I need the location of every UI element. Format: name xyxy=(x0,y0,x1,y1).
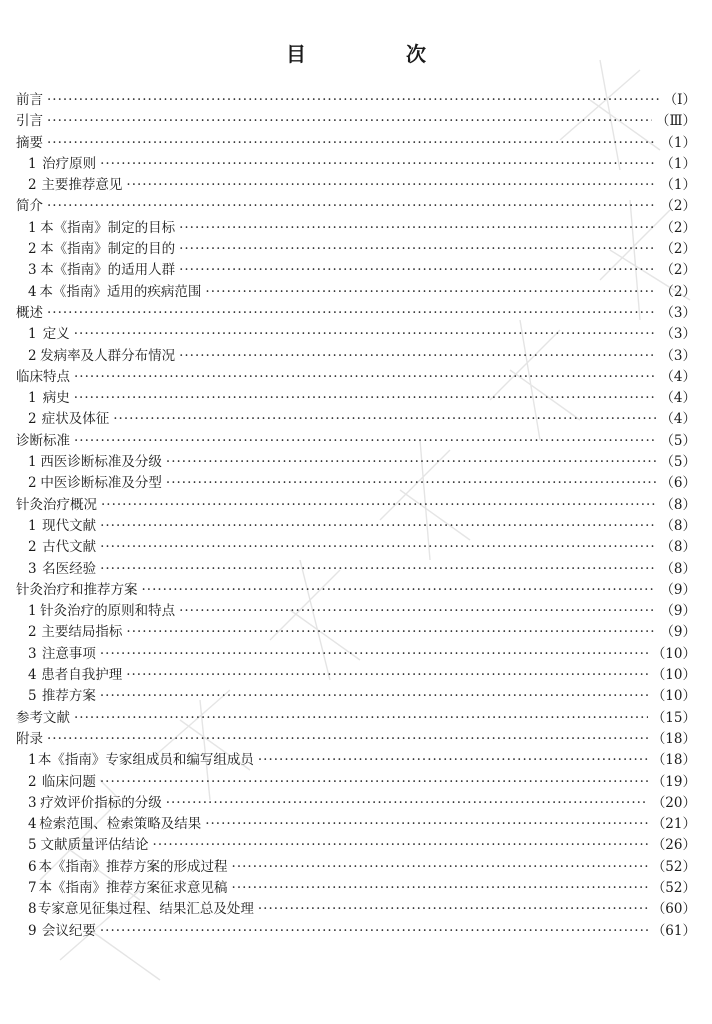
toc-entry[interactable] xyxy=(16,559,696,580)
toc-entry-label: 主要结局指标 xyxy=(41,624,123,641)
toc-entry[interactable] xyxy=(16,282,696,303)
toc-dot-leader xyxy=(74,388,657,409)
toc-entry[interactable] xyxy=(16,686,696,707)
toc-dot-leader xyxy=(179,260,656,281)
toc-entry-label: 发病率及人群分布情况 xyxy=(40,347,176,364)
toc-entry[interactable] xyxy=(16,793,696,814)
toc-entry-label: 专家意见征集过程、结果汇总及处理 xyxy=(37,901,254,918)
toc-entry-number: 9 xyxy=(28,922,37,939)
toc-entry-page-number: （5） xyxy=(660,454,696,471)
toc-entry[interactable] xyxy=(16,495,696,516)
toc-dot-leader xyxy=(126,175,656,196)
toc-entry-page-number: （2） xyxy=(660,241,696,258)
toc-entry-page-number: （18） xyxy=(651,730,696,747)
toc-entry-page-number: （60） xyxy=(651,901,696,918)
toc-entry-page-number: （8） xyxy=(660,517,696,534)
toc-entry-page-number: （2） xyxy=(660,262,696,279)
toc-dot-leader xyxy=(179,601,656,622)
toc-entry[interactable] xyxy=(16,537,696,558)
toc-entry-page-number: （10） xyxy=(651,688,696,705)
toc-dot-leader xyxy=(74,431,656,452)
toc-entry[interactable] xyxy=(16,260,696,281)
toc-entry-label: 引言 xyxy=(16,113,43,130)
toc-entry-label: 本《指南》专家组成员和编写组成员 xyxy=(37,752,254,769)
toc-entry-number: 1 xyxy=(28,155,37,172)
toc-entry-label: 本《指南》推荐方案征求意见稿 xyxy=(38,879,228,896)
toc-dot-leader xyxy=(100,644,648,665)
toc-entry[interactable] xyxy=(16,431,696,452)
toc-entry-number: 2 xyxy=(28,241,37,258)
toc-entry-number: 2 xyxy=(28,773,37,790)
toc-entry-label: 临床特点 xyxy=(16,368,70,385)
toc-entry[interactable] xyxy=(16,324,696,345)
toc-dot-leader xyxy=(142,580,657,601)
toc-entry[interactable] xyxy=(16,772,696,793)
toc-dot-leader xyxy=(100,772,648,793)
toc-entry-number: 4 xyxy=(28,816,37,833)
toc-entry-label: 定义 xyxy=(42,326,70,343)
toc-entry-label: 主要推荐意见 xyxy=(41,177,123,194)
toc-entry-page-number: （3） xyxy=(660,347,696,364)
toc-entry-page-number: （26） xyxy=(651,837,696,854)
toc-entry-label: 概述 xyxy=(16,304,43,321)
toc-entry-page-number: （1） xyxy=(660,134,696,151)
toc-entry-number: 3 xyxy=(28,560,37,577)
toc-entry-number: 4 xyxy=(28,283,37,300)
toc-entry-number: 3 xyxy=(28,645,37,662)
toc-entry[interactable] xyxy=(16,665,696,686)
toc-dot-leader xyxy=(74,367,656,388)
toc-entry-page-number: （15） xyxy=(651,709,696,726)
toc-entry[interactable] xyxy=(16,303,696,324)
toc-entry-page-number: （3） xyxy=(660,326,696,343)
toc-entry-page-number: （6） xyxy=(660,475,696,492)
toc-entry-page-number: （8） xyxy=(660,496,696,513)
toc-entry[interactable] xyxy=(16,196,696,217)
toc-entry[interactable] xyxy=(16,708,696,729)
toc-entry[interactable] xyxy=(16,814,696,835)
toc-entry-number: 1 xyxy=(28,326,37,343)
toc-entry-number: 1 xyxy=(28,752,37,769)
toc-entry-page-number: （10） xyxy=(651,645,696,662)
toc-entry[interactable] xyxy=(16,367,696,388)
toc-dot-leader xyxy=(232,878,648,899)
toc-dot-leader xyxy=(179,346,656,367)
toc-entry[interactable] xyxy=(16,175,696,196)
toc-dot-leader xyxy=(47,111,652,132)
toc-dot-leader xyxy=(47,303,656,324)
toc-entry[interactable] xyxy=(16,218,696,239)
toc-entry-label: 症状及体征 xyxy=(41,411,110,428)
toc-entry[interactable] xyxy=(16,473,696,494)
toc-entry-label: 针灸治疗的原则和特点 xyxy=(40,603,176,620)
toc-entry-label: 会议纪要 xyxy=(41,922,96,939)
toc-entry-number: 4 xyxy=(28,667,37,684)
toc-dot-leader xyxy=(126,622,656,643)
toc-dot-leader xyxy=(179,218,656,239)
toc-entry-page-number: （20） xyxy=(651,794,696,811)
toc-entry-label: 附录 xyxy=(16,730,43,747)
toc-entry-page-number: （4） xyxy=(660,390,696,407)
toc-entry-label: 简介 xyxy=(16,198,43,215)
toc-dot-leader xyxy=(258,899,648,920)
toc-entry[interactable] xyxy=(16,729,696,750)
toc-entry[interactable] xyxy=(16,239,696,260)
toc-entry[interactable] xyxy=(16,111,696,132)
toc-entry-number: 2 xyxy=(28,475,37,492)
toc-entry-label: 古代文献 xyxy=(42,539,97,556)
page-title: 目 次 xyxy=(286,42,466,66)
toc-entry-page-number: （4） xyxy=(660,411,696,428)
toc-entry-label: 治疗原则 xyxy=(42,155,97,172)
toc-entry-label: 病史 xyxy=(42,390,70,407)
toc-entry-number: 1 xyxy=(28,219,37,236)
toc-dot-leader xyxy=(100,686,648,707)
toc-entry-number: 1 xyxy=(28,454,37,471)
toc-entry-page-number: （Ⅲ） xyxy=(655,113,696,130)
toc-entry-number: 2 xyxy=(28,624,37,641)
toc-entry[interactable] xyxy=(16,516,696,537)
toc-dot-leader xyxy=(205,282,656,303)
toc-entry-label: 现代文献 xyxy=(42,517,97,534)
toc-entry-number: 1 xyxy=(28,603,37,620)
toc-entry-page-number: （8） xyxy=(660,539,696,556)
toc-entry[interactable] xyxy=(16,133,696,154)
toc-entry-page-number: （1） xyxy=(660,155,696,172)
toc-entry-label: 文献质量评估结论 xyxy=(40,837,149,854)
toc-entry-page-number: （9） xyxy=(660,581,696,598)
toc-entry[interactable] xyxy=(16,452,696,473)
toc-entry[interactable] xyxy=(16,899,696,920)
toc-entry-label: 本《指南》的适用人群 xyxy=(40,262,176,279)
toc-dot-leader xyxy=(113,409,656,430)
toc-dot-leader xyxy=(47,729,648,750)
toc-entry-number: 7 xyxy=(28,879,37,896)
toc-entry-label: 诊断标准 xyxy=(16,432,70,449)
toc-entry[interactable] xyxy=(16,90,696,111)
toc-dot-leader xyxy=(153,835,648,856)
toc-entry-label: 前言 xyxy=(16,92,43,108)
toc-dot-leader xyxy=(47,133,656,154)
toc-entry-number: 2 xyxy=(28,347,37,364)
toc-entry-page-number: （9） xyxy=(660,603,696,620)
toc-dot-leader xyxy=(74,708,648,729)
toc-entry[interactable] xyxy=(16,601,696,622)
toc-dot-leader xyxy=(101,495,656,516)
toc-entry-label: 针灸治疗概况 xyxy=(16,496,97,513)
toc-entry-label: 摘要 xyxy=(16,134,43,151)
toc-dot-leader xyxy=(100,921,648,942)
toc-entry-label: 注意事项 xyxy=(41,645,96,662)
toc-entry-page-number: （8） xyxy=(660,560,696,577)
toc-entry-page-number: （19） xyxy=(651,773,696,790)
toc-dot-leader xyxy=(100,559,656,580)
toc-entry-label: 参考文献 xyxy=(16,709,70,726)
toc-entry-label: 本《指南》制定的目标 xyxy=(40,219,176,236)
toc-entry-page-number: （Ⅰ） xyxy=(663,92,696,108)
toc-entry-page-number: （10） xyxy=(651,667,696,684)
toc-entry-label: 西医诊断标准及分级 xyxy=(40,454,162,471)
toc-entry[interactable] xyxy=(16,857,696,878)
toc-entry[interactable] xyxy=(16,580,696,601)
toc-dot-leader xyxy=(47,196,656,217)
toc-entry-number: 3 xyxy=(28,262,37,279)
toc-entry[interactable] xyxy=(16,388,696,409)
toc-dot-leader xyxy=(166,452,656,473)
toc-entry-page-number: （9） xyxy=(660,624,696,641)
toc-entry[interactable] xyxy=(16,409,696,430)
table-of-contents xyxy=(16,90,696,942)
toc-entry-page-number: （61） xyxy=(651,922,696,939)
toc-dot-leader xyxy=(100,154,656,175)
toc-entry-page-number: （3） xyxy=(660,304,696,321)
toc-entry-number: 5 xyxy=(28,837,37,854)
toc-entry[interactable] xyxy=(16,835,696,856)
toc-entry-number: 6 xyxy=(28,858,37,875)
toc-entry-number: 1 xyxy=(28,390,37,407)
toc-entry-label: 本《指南》制定的目的 xyxy=(40,241,176,258)
toc-entry[interactable] xyxy=(16,154,696,175)
toc-dot-leader xyxy=(179,239,656,260)
toc-entry-label: 名医经验 xyxy=(42,560,97,577)
toc-entry-label: 检索范围、检索策略及结果 xyxy=(39,816,202,833)
toc-entry-page-number: （21） xyxy=(651,816,696,833)
toc-entry-label: 患者自我护理 xyxy=(41,667,123,684)
toc-entry[interactable] xyxy=(16,921,696,942)
toc-entry-label: 中医诊断标准及分型 xyxy=(40,475,162,492)
toc-dot-leader xyxy=(126,665,648,686)
toc-entry[interactable] xyxy=(16,878,696,899)
toc-entry[interactable] xyxy=(16,346,696,367)
toc-dot-leader xyxy=(232,857,648,878)
toc-entry-label: 本《指南》适用的疾病范围 xyxy=(39,283,202,300)
toc-entry-label: 针灸治疗和推荐方案 xyxy=(16,581,138,598)
toc-entry-number: 1 xyxy=(28,517,37,534)
toc-entry-page-number: （1） xyxy=(660,177,696,194)
toc-entry-number: 2 xyxy=(28,177,37,194)
toc-entry-page-number: （2） xyxy=(660,219,696,236)
toc-entry-number: 8 xyxy=(28,901,37,918)
toc-entry-label: 本《指南》推荐方案的形成过程 xyxy=(38,858,228,875)
toc-entry-number: 2 xyxy=(28,539,37,556)
toc-dot-leader xyxy=(258,750,648,771)
toc-entry[interactable] xyxy=(16,750,696,771)
toc-entry-page-number: （2） xyxy=(660,283,696,300)
toc-dot-leader xyxy=(47,90,660,111)
toc-entry-page-number: （52） xyxy=(651,879,696,896)
toc-entry[interactable] xyxy=(16,622,696,643)
toc-entry-number: 3 xyxy=(28,794,37,811)
toc-entry-page-number: （52） xyxy=(651,858,696,875)
toc-dot-leader xyxy=(100,537,656,558)
toc-entry-number: 2 xyxy=(28,411,37,428)
toc-entry-page-number: （18） xyxy=(651,752,696,769)
toc-entry-label: 推荐方案 xyxy=(41,688,96,705)
toc-entry-page-number: （4） xyxy=(660,368,696,385)
toc-entry-page-number: （5） xyxy=(660,432,696,449)
toc-dot-leader xyxy=(166,793,648,814)
toc-entry-page-number: （2） xyxy=(660,198,696,215)
toc-entry-number: 5 xyxy=(28,688,37,705)
toc-entry-label: 疗效评价指标的分级 xyxy=(40,794,162,811)
toc-entry[interactable] xyxy=(16,644,696,665)
toc-dot-leader xyxy=(205,814,648,835)
toc-dot-leader xyxy=(166,473,656,494)
toc-dot-leader xyxy=(100,516,656,537)
toc-dot-leader xyxy=(74,324,657,345)
toc-entry-label: 临床问题 xyxy=(41,773,96,790)
